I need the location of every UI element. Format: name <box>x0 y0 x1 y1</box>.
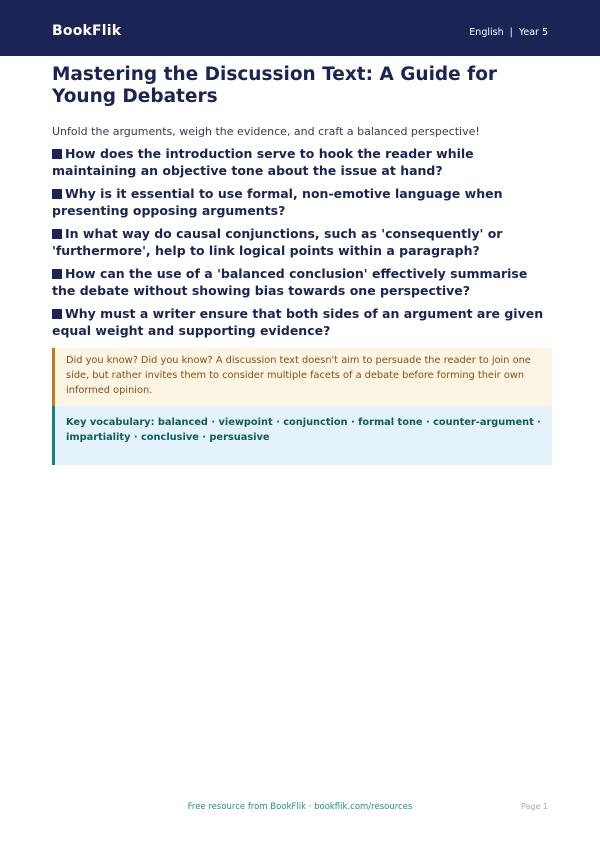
question-item <box>52 305 552 339</box>
question-item <box>52 225 552 259</box>
page-number: Page 1 <box>521 802 548 811</box>
main-content <box>52 64 552 465</box>
key-vocabulary-callout: Key vocabulary: balanced · viewpoint · conjunction · formal tone · counter-argument · impartiality · conclusive · persuasive <box>52 406 552 465</box>
page-subtitle: Unfold the arguments, weigh the evidence, and craft a balanced perspective! <box>52 125 480 138</box>
question-item <box>52 145 552 179</box>
year-label: Year 5 <box>518 27 548 38</box>
question-list <box>52 145 552 339</box>
page-title: Mastering the Discussion Text: A Guide for Young Debaters <box>52 64 498 107</box>
square-bullet-icon <box>52 269 62 279</box>
question-text: In what way do causal conjunctions, such as 'consequently' or 'furthermore', help to link logical points within a paragraph? <box>52 226 503 258</box>
question-text: How can the use of a 'balanced conclusion' effectively summarise the debate without showing bias towards one perspective? <box>52 266 528 298</box>
square-bullet-icon <box>52 309 62 319</box>
page-header <box>0 0 600 56</box>
footer-resource-link[interactable]: Free resource from BookFlik · bookflik.com/resources <box>187 802 413 812</box>
question-text: How does the introduction serve to hook the reader while maintaining an objective tone about the issue at hand? <box>52 146 474 178</box>
question-item <box>52 265 552 299</box>
question-text: Why must a writer ensure that both sides of an argument are given equal weight and supporting evidence? <box>52 306 544 338</box>
question-text: Why is it essential to use formal, non-emotive language when presenting opposing arguments? <box>52 186 503 218</box>
square-bullet-icon <box>52 149 62 159</box>
header-meta <box>469 27 548 38</box>
square-bullet-icon <box>52 189 62 199</box>
brand-logo[interactable]: BookFlik <box>52 23 122 39</box>
meta-separator: | <box>509 27 513 38</box>
did-you-know-callout: Did you know? Did you know? A discussion text doesn't aim to persuade the reader to join one side, but rather invites them to consider multiple facets of a debate before forming their own informed opinion. <box>52 348 552 406</box>
question-item <box>52 185 552 219</box>
subject-label: English <box>469 27 504 38</box>
square-bullet-icon <box>52 229 62 239</box>
